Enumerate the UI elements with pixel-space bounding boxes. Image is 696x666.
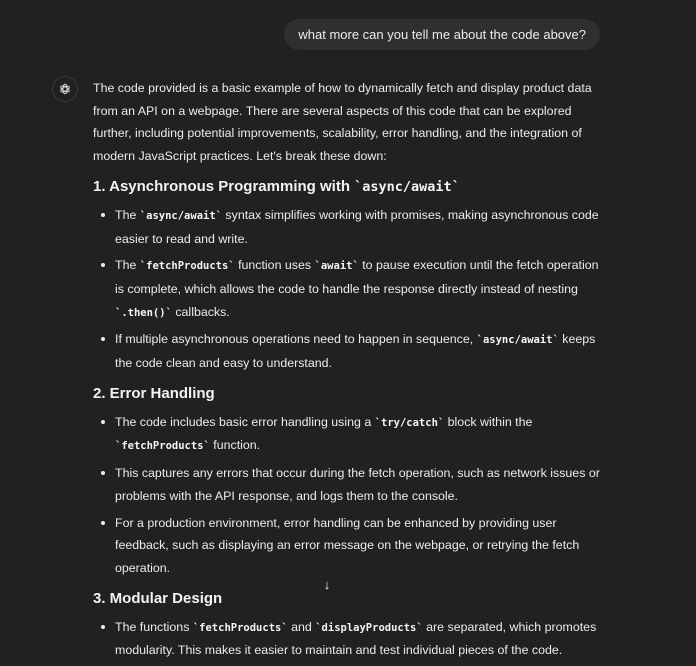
list-item: The `fetchProducts` function uses `await` to pause execution until the fetch operation is complete, which allows the code to handle the response directly instead of nesting `.then()` callbacks. xyxy=(115,254,603,324)
list-item: The `async/await` syntax simplifies working with promises, making asynchronous code easier to read and write. xyxy=(115,204,603,250)
section-heading-error-handling: 2. Error Handling xyxy=(93,384,215,402)
scroll-to-bottom-button[interactable] xyxy=(317,574,337,594)
section-heading-modular-design: 3. Modular Design xyxy=(93,589,223,607)
list-item: The functions `fetchProducts` and `displayProducts` are separated, which promotes modularity. This makes it easier to maintain and test individual pieces of the code. xyxy=(115,616,603,662)
user-message-bubble: what more can you tell me about the code above? xyxy=(284,19,600,50)
modular-design-bullet-list xyxy=(93,616,603,662)
error-handling-bullet-list xyxy=(93,411,603,580)
section-heading-async: 1. Asynchronous Programming with `async/await` xyxy=(93,177,460,195)
intro-paragraph: The code provided is a basic example of how to dynamically fetch and display product data from an API on a webpage. There are several aspects of this code that can be explored further, including potential improvements, scalability, error handling, and the integration of modern JavaScript practices. Let's break these down: xyxy=(93,81,592,164)
list-item: This captures any errors that occur during the fetch operation, such as network issues or problems with the API response, and logs them to the console. xyxy=(115,462,603,507)
openai-logo-icon xyxy=(52,76,78,102)
user-message-row xyxy=(284,19,600,50)
async-bullet-list xyxy=(93,204,603,375)
list-item: The code includes basic error handling using a `try/catch` block within the `fetchProducts` function. xyxy=(115,411,603,458)
list-item: For a production environment, error handling can be enhanced by providing user feedback, such as displaying an error message on the webpage, or retrying the fetch operation. xyxy=(115,512,603,580)
arrow-down-icon: ↓ xyxy=(323,576,331,592)
list-item: If multiple asynchronous operations need to happen in sequence, `async/await` keeps the code clean and easy to understand. xyxy=(115,328,603,374)
assistant-message xyxy=(93,77,603,666)
